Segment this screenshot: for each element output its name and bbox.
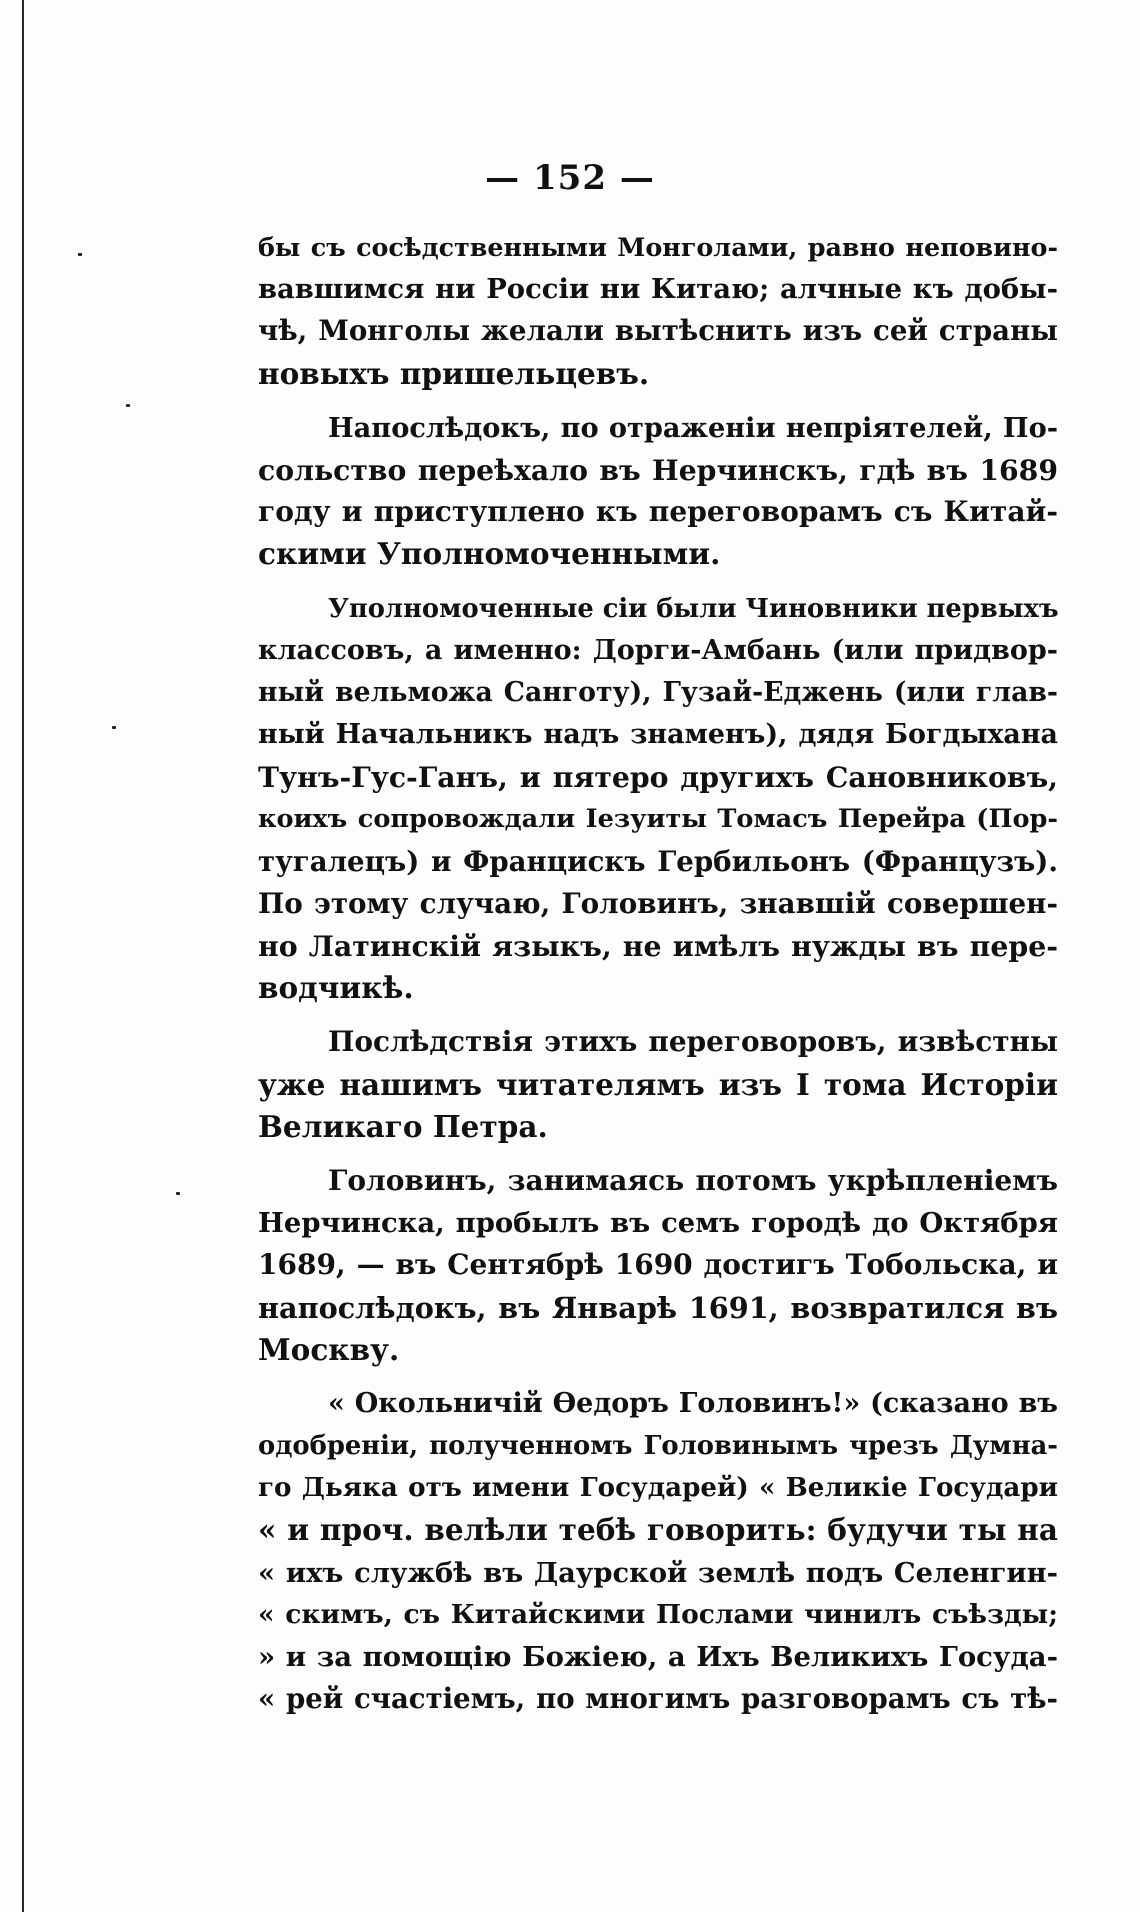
text-line: Великаго Петра. [258, 1108, 548, 1144]
text-line: новыхъ пришельцевъ. [258, 355, 650, 391]
text-line: скими Уполномоченными. [258, 536, 721, 572]
text-line: Нерчинска, пробылъ въ семъ городѣ до Октября [258, 1207, 1058, 1240]
text-line: ный Начальникъ надъ знаменъ), дядя Богдыхана [258, 719, 1058, 751]
text-line: Тунъ-Гус-Ганъ, и пятеро другихъ Сановниковъ, [258, 760, 1058, 795]
text-line: Уполномоченные сіи были Чиновники первыхъ [328, 593, 1059, 624]
text-line: Напослѣдокъ, по отраженіи непріятелей, По- [328, 411, 1058, 444]
text-line: классовъ, а именно: Дорги-Амбань (или придвор- [258, 634, 1058, 666]
text-line: « рей счастіемъ, по многимъ разговорамъ съ тѣ- [258, 1683, 1058, 1716]
text-line: « Окольничій Ѳедоръ Головинъ!» (сказано въ [328, 1387, 1058, 1419]
text-line: По этому случаю, Головинъ, знавшій совершен- [258, 886, 1058, 920]
text-line: » и за помощію Божіею, а Ихъ Великихъ Госуда- [258, 1641, 1058, 1673]
scan-speck [112, 726, 116, 729]
text-line: го Дьяка отъ имени Государей) « Великіе Государи [258, 1472, 1058, 1504]
text-line: « и проч. велѣли тебѣ говорить: будучи ты на [258, 1512, 1058, 1548]
body-text [258, 226, 1058, 1720]
paragraph [258, 407, 1058, 576]
text-line: напослѣдокъ, въ Январѣ 1691, возвратился въ [258, 1290, 1058, 1325]
text-line: сольство переѣхало въ Нерчинскъ, гдѣ въ 1689 [258, 452, 1058, 487]
text-line: Головинъ, занимаясь потомъ укрѣпленіемъ [328, 1163, 1058, 1197]
paragraph [258, 226, 1058, 395]
text-line: Послѣдствія этихъ переговоровъ, извѣстны [328, 1025, 1058, 1059]
text-line: одобреніи, полученномъ Головинымъ чрезъ Думна- [258, 1431, 1058, 1462]
text-line: ный вельможа Санготу), Гузай-Еджень (или глав- [258, 676, 1058, 708]
text-line: уже нашимъ читателямъ изъ I тома Исторіи [258, 1066, 1058, 1102]
binding-edge-line [22, 0, 24, 1912]
text-line: вавшимся ни Россіи ни Китаю; алчные къ добы- [258, 273, 1058, 306]
paragraph [258, 1160, 1058, 1371]
scan-speck [78, 253, 82, 256]
paragraph [258, 1383, 1058, 1721]
text-line: 1689, — въ Сентябрѣ 1690 достигъ Тобольска, и [258, 1248, 1058, 1282]
text-line: тугалецъ) и Францискъ Гербильонъ (Французъ). [258, 844, 1058, 878]
scan-speck [176, 1192, 180, 1195]
text-line: году и приступлено къ переговорамъ съ Китай- [258, 495, 1058, 529]
paragraph [258, 588, 1058, 1010]
text-line: коихъ сопровождали Іезуиты Томасъ Перейра (Пор- [258, 804, 1058, 835]
text-line: бы съ сосѣдственными Монголами, равно неповино- [258, 232, 1058, 262]
text-line: но Латинскій языкъ, не имѣлъ нужды въ пере- [258, 929, 1058, 963]
text-line: водчикѣ. [258, 970, 414, 1006]
scan-speck [126, 404, 130, 407]
text-line: Москву. [258, 1331, 400, 1367]
text-line: « скимъ, съ Китайскими Послами чинилъ съѣзды; [258, 1598, 1058, 1630]
text-line: « ихъ службѣ въ Даурской землѣ подъ Селенгин- [258, 1556, 1058, 1589]
page-number: — 152 — [485, 158, 655, 198]
paragraph [258, 1021, 1058, 1148]
text-line: чѣ, Монголы желали вытѣснить изъ сей страны [258, 314, 1058, 348]
